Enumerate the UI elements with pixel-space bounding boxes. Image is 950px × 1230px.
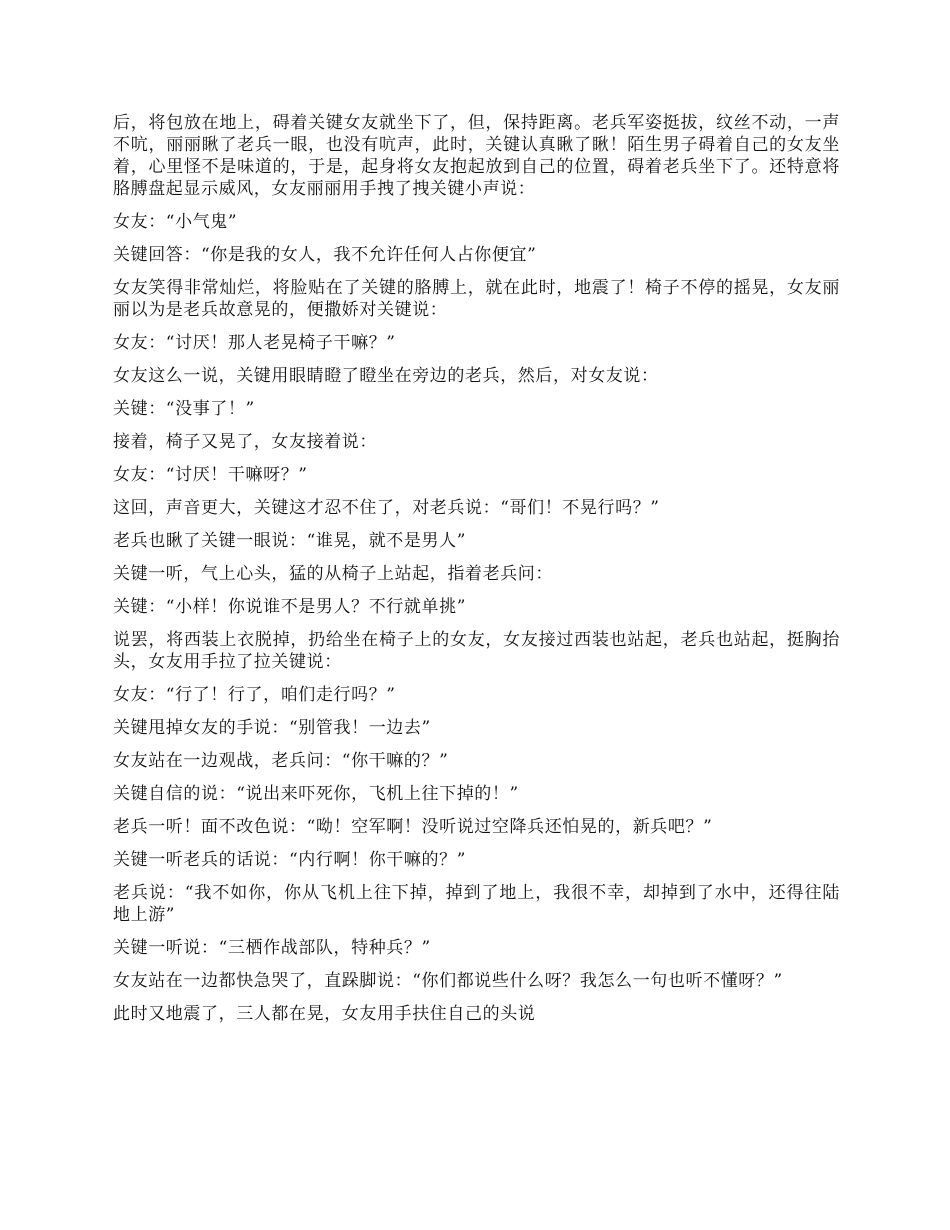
paragraph: 这回，声音更大，关键这才忍不住了，对老兵说：“哥们！不晃行吗？” — [113, 498, 660, 518]
paragraph: 后，将包放在地上，碍着关键女友就坐下了，但，保持距离。老兵军姿挺拔，纹丝不动，一声不吭，丽丽瞅了老兵一眼，也没有吭声，此时，关键认真瞅了瞅！陌生男子碍着自己的女友坐着，心里怪不是味道的，于是，起身将女友抱起放到自己的位置，碍着老兵坐下了。还特意将胳膊盘起显示威风，女友丽丽用手拽了拽关键小声说： — [113, 113, 840, 199]
paragraph: 老兵说：“我不如你，你从飞机上往下掉，掉到了地上，我很不幸，却掉到了水中，还得往陆地上游” — [113, 883, 840, 925]
paragraph: 女友站在一边都快急哭了，直跺脚说：“你们都说些什么呀？我怎么一句也听不懂呀？” — [113, 971, 783, 991]
paragraph: 女友：“讨厌！那人老晃椅子干嘛？” — [113, 333, 396, 353]
paragraph: 老兵一听！面不改色说：“呦！空军啊！没听说过空降兵还怕晃的，新兵吧？” — [113, 817, 713, 837]
paragraph: 关键一听老兵的话说：“内行啊！你干嘛的？” — [113, 850, 466, 870]
paragraph: 老兵也瞅了关键一眼说：“谁晃，就不是男人” — [113, 531, 466, 551]
paragraph: 关键甩掉女友的手说：“别管我！一边去” — [113, 718, 431, 738]
paragraph: 关键：“小样！你说谁不是男人？不行就单挑” — [113, 597, 466, 617]
paragraph: 女友站在一边观战，老兵问：“你干嘛的？” — [113, 751, 449, 771]
paragraph: 女友这么一说，关键用眼睛瞪了瞪坐在旁边的老兵，然后，对女友说： — [113, 366, 659, 386]
paragraph: 女友：“小气鬼” — [113, 212, 238, 232]
paragraph: 关键回答：“你是我的女人，我不允许任何人占你便宜” — [113, 245, 537, 265]
document-page — [113, 112, 840, 1036]
paragraph: 关键自信的说：“说出来吓死你，飞机上往下掉的！” — [113, 784, 519, 804]
paragraph: 关键一听说：“三栖作战部队，特种兵？” — [113, 938, 431, 958]
paragraph: 此时又地震了，三人都在晃，女友用手扶住自己的头说 — [113, 1004, 536, 1024]
paragraph: 女友笑得非常灿烂，将脸贴在了关键的胳膊上，就在此时，地震了！椅子不停的摇晃，女友丽丽以为是老兵故意晃的，便撒娇对关键说： — [113, 278, 840, 320]
paragraph: 关键一听，气上心头，猛的从椅子上站起，指着老兵问： — [113, 564, 553, 584]
paragraph: 关键：“没事了！” — [113, 399, 255, 419]
paragraph: 说罢，将西装上衣脱掉，扔给坐在椅子上的女友，女友接过西装也站起，老兵也站起，挺胸抬头，女友用手拉了拉关键说： — [113, 630, 840, 672]
paragraph: 女友：“行了！行了，咱们走行吗？” — [113, 685, 396, 705]
paragraph: 女友：“讨厌！干嘛呀？” — [113, 465, 308, 485]
paragraph: 接着，椅子又晃了，女友接着说： — [113, 432, 377, 452]
